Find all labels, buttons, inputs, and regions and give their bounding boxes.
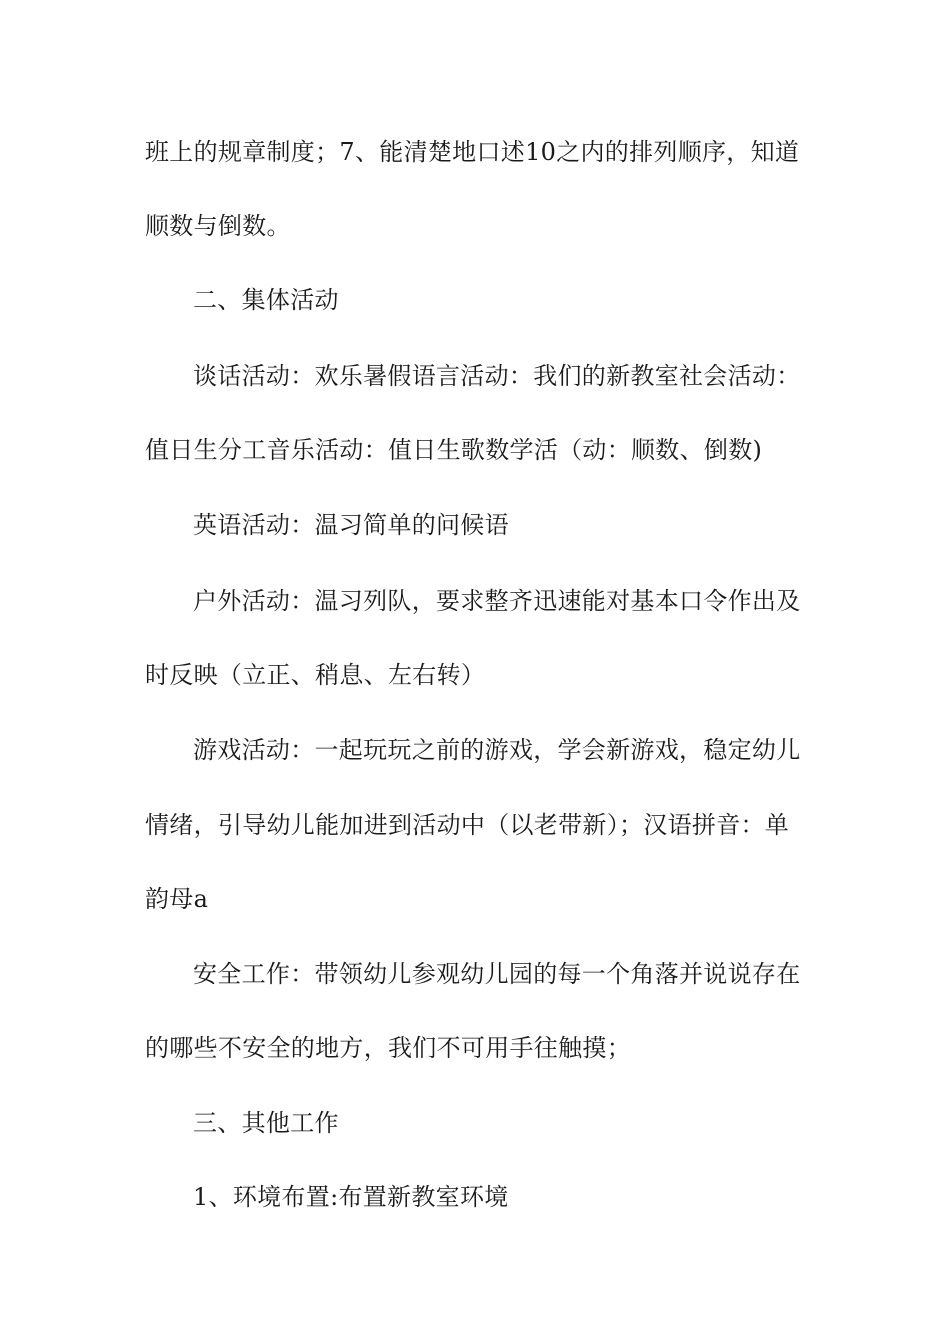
section-heading: 二、集体活动 <box>193 286 339 314</box>
paragraph-line: 情绪，引导幼儿能加进到活动中（以老带新）；汉语拼音：单 <box>145 811 790 839</box>
paragraph-line: 户外活动：温习列队，要求整齐迅速能对基本口令作出及 <box>193 587 801 615</box>
paragraph-line: 1、环境布置:布置新教室环境 <box>193 1183 509 1211</box>
paragraph-line: 谈话活动：欢乐暑假语言活动：我们的新教室社会活动： <box>193 362 801 390</box>
section-heading: 三、其他工作 <box>193 1109 339 1137</box>
paragraph-line: 游戏活动：一起玩玩之前的游戏，学会新游戏，稳定幼儿 <box>193 736 801 764</box>
paragraph-line: 顺数与倒数。 <box>145 212 291 240</box>
paragraph-line: 班上的规章制度；7、能清楚地口述10之内的排列顺序，知道 <box>145 138 800 166</box>
paragraph-line: 韵母a <box>145 885 209 913</box>
paragraph-line: 英语活动：温习简单的问候语 <box>193 511 509 539</box>
paragraph-line: 的哪些不安全的地方，我们不可用手往触摸； <box>145 1034 631 1062</box>
paragraph-line: 安全工作：带领幼儿参观幼儿园的每一个角落并说说存在 <box>193 960 801 988</box>
paragraph-line: 值日生分工音乐活动：值日生歌数学活（动：顺数、倒数) <box>145 436 763 464</box>
paragraph-line: 时反映（立正、稍息、左右转） <box>145 661 486 689</box>
